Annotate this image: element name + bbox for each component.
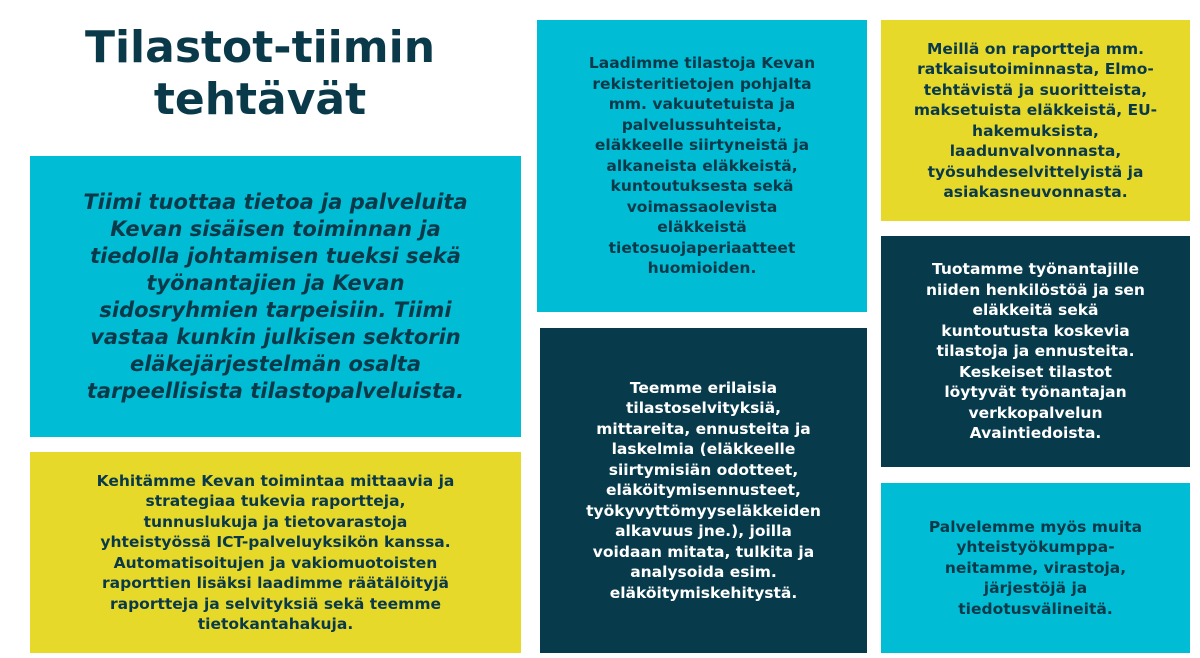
development-box (30, 452, 521, 653)
surveys-text: Teemme erilaisia tilastoselvityksiä, mittareita, ennusteita ja laskelmia (eläkkeelle siirtymisiän odotteet, eläköitymisennusteet, työkyvyttömyyseläkkeiden alkavuus jne.), joilla voidaan mitata, tulkita ja analysoida esim. eläköitymiskehitystä. (586, 378, 821, 602)
intro-text: Tiimi tuottaa tietoa ja palveluita Kevan sisäisen toiminnan ja tiedolla johtamisen tueksi sekä työnantajien ja Kevan sidosryhmien tarpeisiin. Tiimi vastaa kunkin julkisen sektorin eläkejärjestelmän osalta tarpeellisista tilastopalveluista. (83, 189, 468, 403)
reports-box (881, 20, 1190, 221)
reports-text: Meillä on raportteja mm. ratkaisutoiminnasta, Elmo- tehtävistä ja suoritteista, maksetuista eläkkeistä, EU- hakemuksista, laadunvalvonnasta, työsuhdeselvittelyistä ja asiakasneuvonnasta. (913, 39, 1158, 201)
partners-box (881, 483, 1190, 653)
surveys-box (540, 328, 867, 653)
employers-box (881, 236, 1190, 467)
employers-text: Tuotamme työnantajille niiden henkilöstöä ja sen eläkkeitä sekä kuntoutusta koskevia tilastoja ja ennusteita. Keskeiset tilastot löytyvät työnantajan verkkopalvelun Avaintiedoista. (926, 260, 1145, 443)
page-title: Tilastot-tiimin tehtävät (84, 22, 436, 125)
statistics-text: Laadimme tilastoja Kevan rekisteritietojen pohjalta mm. vakuutetuista ja palvelussuhteista, eläkkeelle siirtyneistä ja alkaneista eläkkeistä, kuntoutuksesta sekä voimassaolevista eläkkeistä tietosuojaperiaatteet huomioiden. (588, 54, 816, 278)
intro-box (30, 156, 521, 437)
statistics-box (537, 20, 867, 312)
development-text: Kehitämme Kevan toimintaa mittaavia ja strategiaa tukevia raportteja, tunnuslukuja ja tietovarastoja yhteistyössä ICT-palveluyksikön kanssa. Automatisoitujen ja vakiomuotoisten raporttien lisäksi laadimme räätälöityjä raportteja ja selvityksiä sekä teemme tietokantahakuja. (96, 471, 455, 633)
partners-text: Palvelemme myös muita yhteistyökumppa- neitamme, virastoja, järjestöjä ja tiedotusvälineitä. (928, 517, 1143, 618)
